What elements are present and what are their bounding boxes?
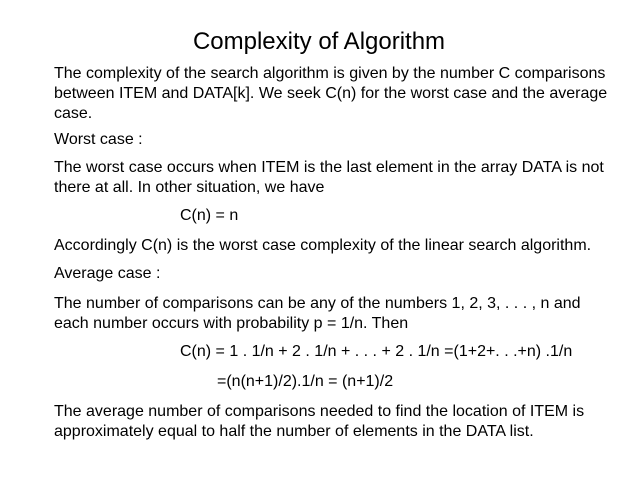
intro-line-2: between ITEM and DATA[k]. We seek C(n) for the worst case and the average (54, 85, 608, 102)
average-case-formula-1: C(n) = 1 . 1/n + 2 . 1/n + . . . + 2 . 1/n =(1+2+. . .+n) .1/n (180, 343, 573, 360)
average-case-heading: Average case : (54, 265, 161, 282)
intro-line-3: case. (54, 105, 93, 122)
slide-title: Complexity of Algorithm (192, 28, 446, 55)
average-case-line-1: The number of comparisons can be any of the numbers 1, 2, 3, . . . , n and (54, 295, 581, 312)
intro-line-1: The complexity of the search algorithm is given by the number C comparisons (54, 65, 606, 82)
worst-case-formula: C(n) = n (180, 207, 239, 224)
worst-case-line-2: there at all. In other situation, we have (54, 179, 325, 196)
average-case-conclusion-line-1: The average number of comparisons needed to find the location of ITEM is (54, 403, 585, 420)
worst-case-heading: Worst case : (54, 131, 143, 148)
average-case-conclusion-line-2: approximately equal to half the number of elements in the DATA list. (54, 423, 534, 440)
worst-case-line-1: The worst case occurs when ITEM is the last element in the array DATA is not (54, 159, 604, 176)
average-case-formula-2: =(n(n+1)/2).1/n = (n+1)/2 (217, 373, 394, 390)
average-case-line-2: each number occurs with probability p = 1/n. Then (54, 315, 409, 332)
worst-case-conclusion: Accordingly C(n) is the worst case complexity of the linear search algorithm. (54, 237, 592, 254)
